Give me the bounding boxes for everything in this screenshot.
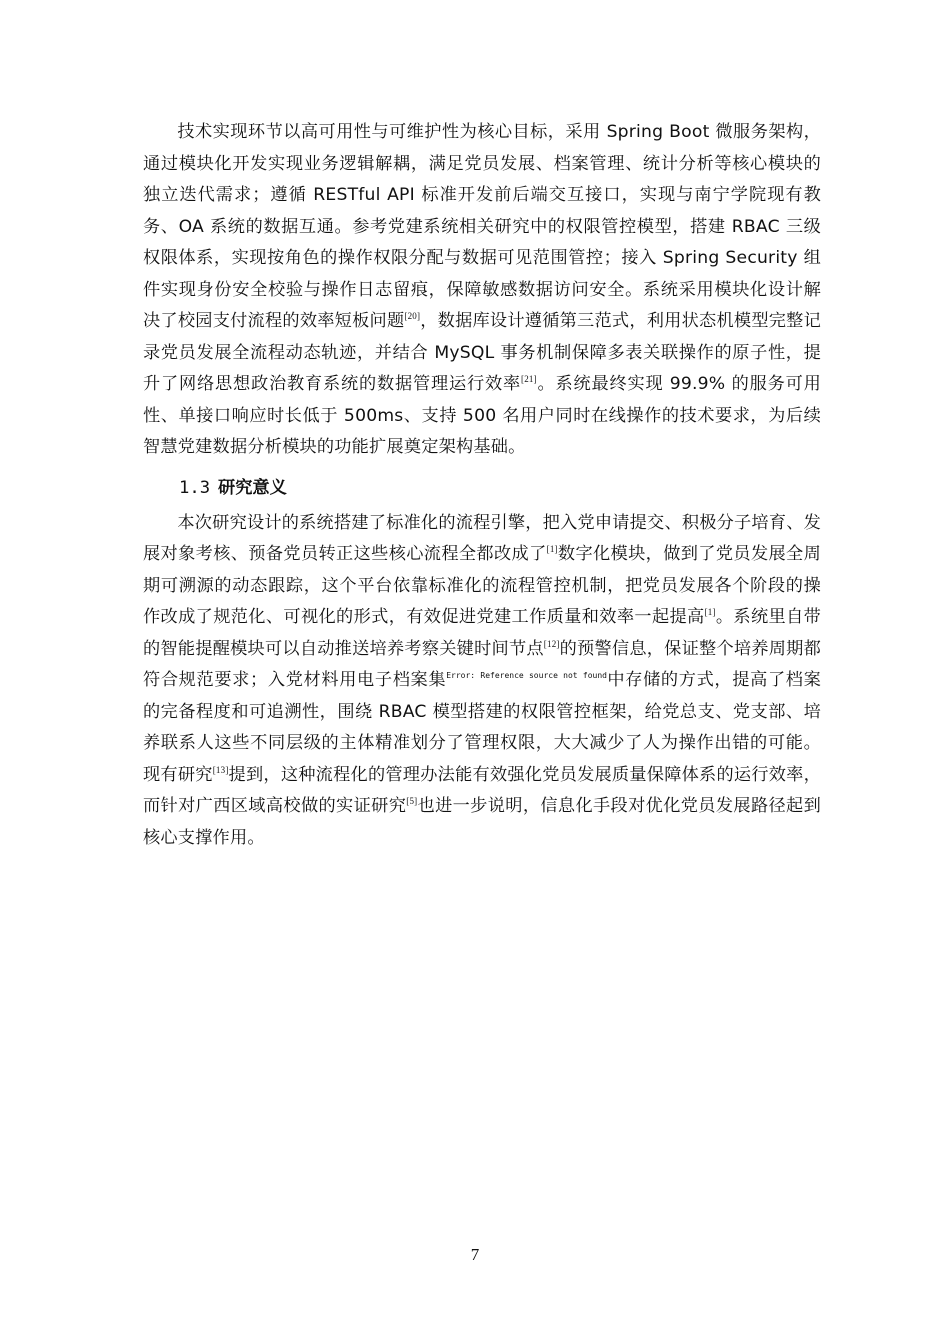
citation: [1] (546, 544, 558, 554)
paragraph-text: 本次研究设计的系统搭建了标准化的流程引擎，把入党申请提交、积极分子培育、发展对象考核、预备党员转正这些核心流程全都改成了 (143, 512, 821, 564)
section-number: 1.3 (179, 477, 211, 498)
section-title: 研究意义 (218, 477, 287, 498)
citation: [12] (543, 638, 560, 649)
page-body (143, 117, 821, 854)
paragraph-technical-implementation (143, 117, 821, 464)
paragraph-text: ，数据库设计遵循第三范式，利用状态机模型完整记录党员发展全流程动态轨迹，并结合 MySQL 事务机制保障多表关联操作的原子性，提升了网络思想政治教育系统的数据管理运行效率 (143, 311, 821, 394)
citation: [21] (521, 374, 537, 384)
paragraph-text: 中存储的方式，提高了档案的完备程度和可追溯性，围绕 RBAC 模型搭建的权限管控框架，给党总支、党支部、培养联系人这些不同层级的主体精准划分了管理权限，大大减少了人为操作出错的可能。现有研究 (143, 670, 822, 785)
paragraph-research-significance (143, 508, 821, 855)
section-heading (143, 472, 821, 504)
paragraph-text: 技术实现环节以高可用性与可维护性为核心目标，采用 Spring Boot 微服务架构，通过模块化开发实现业务逻辑解耦，满足党员发展、档案管理、统计分析等核心模块的独立迭代需求；遵循 RESTful API 标准开发前后端交互接口，实现与南宁学院现有教务、OA 系统的数据互通。参考党建系统相关研究中的权限管控模型，搭建 RBAC 三级权限体系，实现按角色的操作权限分配与数据可见范围管控；接入 Spring Security 组件实现身份安全校验与操作日志留痕，保障敏感数据访问安全。系统采用模块化设计解决了校园支付流程的效率短板问题 (143, 122, 821, 331)
paragraph-text: 。系统里自带的智能提醒模块可以自动推送培养考察关键时间节点 (143, 607, 822, 659)
citation: [20] (404, 311, 421, 321)
paragraph-text: 数字化模块，做到了党员发展全周期可溯源的动态跟踪，这个平台依靠标准化的流程管控机制，把党员发展各个阶段的操作改成了规范化、可视化的形式，有效促进党建工作质量和效率一起提高 (143, 544, 821, 627)
paragraph-text: 。系统最终实现 99.9% 的服务可用性、单接口响应时长低于 500ms、支持 500 名用户同时在线操作的技术要求，为后续智慧党建数据分析模块的功能扩展奠定架构基础。 (143, 374, 821, 457)
citation: [5] (406, 796, 418, 806)
paragraph-text: 的预警信息，保证整个培养周期都符合规范要求；入党材料用电子档案集 (143, 638, 821, 690)
paragraph-text: 也进一步说明，信息化手段对优化党员发展路径起到核心支撑作用。 (143, 796, 821, 848)
page-number: 7 (470, 1245, 480, 1264)
citation-error: Error: Reference source not found (446, 671, 607, 680)
citation: [1] (704, 607, 716, 617)
citation: [13] (212, 764, 229, 775)
paragraph-text: 提到，这种流程化的管理办法能有效强化党员发展质量保障体系的运行效率，而针对广西区域高校做的实证研究 (143, 764, 821, 816)
